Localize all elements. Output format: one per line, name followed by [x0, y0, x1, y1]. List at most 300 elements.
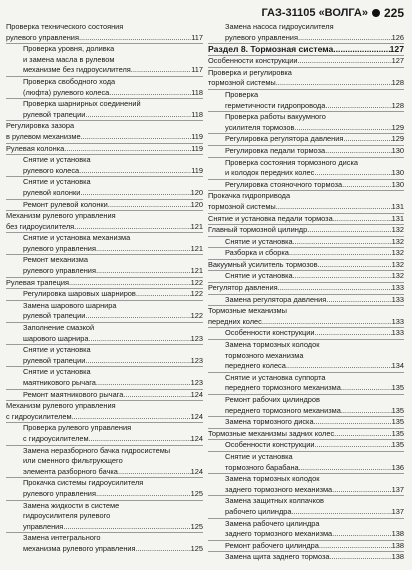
- toc-entry: [6, 378, 203, 389]
- toc-entry-text: Заполнение смазкой: [23, 323, 95, 333]
- toc-page-number: 136: [391, 462, 404, 472]
- toc-entry-text: Замена жидкости в системе: [23, 500, 120, 510]
- toc-entry: [6, 501, 203, 512]
- toc-page-number: 132: [391, 271, 404, 281]
- toc-entry: [208, 373, 404, 384]
- toc-page-number: 128: [391, 78, 404, 88]
- dot-leader: [96, 266, 191, 277]
- toc-entry-text: рулевого управления: [23, 266, 96, 276]
- toc-page-number: 133: [391, 328, 404, 338]
- toc-entry-text: Замена шарового шарнира: [23, 300, 117, 310]
- toc-entry: [208, 112, 404, 123]
- toc-entry: [208, 295, 404, 306]
- toc-page-number: 122: [190, 289, 203, 299]
- toc-entry-text: Прокачка гидропривода: [208, 191, 291, 201]
- dot-leader: [333, 214, 392, 225]
- dot-leader: [326, 295, 391, 306]
- toc-entry: [6, 188, 203, 199]
- toc-entry-text: без гидроусилителя: [6, 221, 75, 231]
- toc-entry-text: Ремонт механизма: [23, 255, 88, 265]
- toc-page-number: 126: [391, 32, 404, 42]
- toc-entry-text: Регулировка шаровых шарниров: [23, 289, 136, 299]
- toc-entry: [208, 317, 404, 328]
- book-title: ГАЗ-31105 «ВОЛГА»: [261, 6, 368, 19]
- toc-entry: [6, 511, 203, 522]
- toc-entry-text: Регулятор давления: [208, 283, 278, 293]
- dot-leader: [72, 412, 191, 423]
- toc-entry-text: или сменного фильтрующего: [23, 456, 123, 466]
- dot-leader: [96, 378, 191, 389]
- dot-leader: [341, 406, 392, 417]
- toc-page-number: 138: [391, 540, 404, 550]
- toc-entry-text: маятникового рычага: [23, 378, 96, 387]
- dot-leader: [341, 383, 392, 394]
- toc-page-number: 121: [190, 243, 203, 253]
- toc-entry: [6, 166, 203, 177]
- dot-leader: [108, 200, 191, 211]
- dot-leader: [123, 390, 190, 401]
- toc-entry-text: рулевого управления: [225, 32, 298, 42]
- toc-entry: [208, 361, 404, 372]
- toc-entry-text: Проверка уровня, доливка: [23, 44, 115, 54]
- toc-entry-text: (люфта) рулевого колеса: [23, 87, 110, 97]
- toc-entry-text: Механизм рулевого управления: [6, 401, 116, 411]
- toc-page-number: 119: [191, 131, 203, 141]
- toc-entry-text: Проверка работы вакуумного: [225, 112, 326, 122]
- toc-entry: [208, 395, 404, 406]
- toc-page-number: 133: [391, 294, 404, 304]
- toc-entry-text: Рулевая трапеция: [6, 277, 69, 287]
- toc-entry: [208, 260, 404, 271]
- toc-entry-text: механизма рулевого управления: [23, 543, 136, 553]
- toc-entry: [208, 406, 404, 417]
- toc-page-number: 132: [391, 236, 404, 246]
- dot-leader: [314, 328, 391, 339]
- toc-entry: [208, 351, 404, 362]
- toc-entry-text: Замена защитных колпачков: [225, 496, 324, 506]
- dot-leader: [64, 144, 191, 155]
- toc-entry: [208, 101, 404, 112]
- toc-entry: [208, 123, 404, 134]
- dot-leader: [80, 188, 190, 199]
- toc-entry-text: Снятие и установка: [23, 345, 91, 355]
- dot-leader: [118, 467, 191, 478]
- toc-entry-text: Особенности конструкции: [225, 440, 315, 450]
- toc-entry-text: тормозного механизма: [225, 350, 304, 360]
- dot-leader: [332, 485, 392, 496]
- dot-leader: [318, 260, 392, 271]
- toc-entry: [208, 146, 404, 157]
- toc-entry-text: шарового шарнира: [23, 333, 89, 343]
- toc-page-number: 129: [391, 122, 404, 132]
- toc-entry-text: Проверка состояния тормозного диска: [225, 157, 358, 167]
- toc-entry: [208, 328, 404, 339]
- toc-entry-text: Замена тормозных колодок: [225, 340, 320, 350]
- toc-page-number: 120: [190, 187, 203, 197]
- toc-entry: [208, 214, 404, 225]
- toc-entry-text: Замена тормозных колодок: [225, 474, 320, 484]
- dot-leader: [297, 56, 391, 67]
- toc-entry: [6, 44, 203, 55]
- dot-leader: [299, 463, 392, 474]
- toc-page-number: 135: [391, 428, 404, 438]
- toc-entry: [6, 132, 203, 143]
- toc-page-number: 133: [391, 316, 404, 326]
- toc-entry-text: Особенности конструкции: [225, 328, 315, 338]
- toc-entry: [208, 237, 404, 248]
- toc-entry: [208, 485, 404, 496]
- toc-entry-text: Прокачка системы гидроусилителя: [23, 478, 144, 488]
- toc-entry: [6, 423, 203, 434]
- toc-entry: [6, 255, 203, 266]
- toc-page-number: 125: [190, 521, 203, 531]
- toc-entry-text: Ремонт рабочих цилиндров: [225, 395, 320, 404]
- toc-entry: [6, 266, 203, 277]
- toc-page-number: 132: [391, 259, 404, 269]
- toc-entry: [208, 283, 404, 294]
- toc-entry: [6, 334, 203, 345]
- toc-entry-text: гидроусилителя рулевого: [23, 511, 111, 521]
- dot-leader: [63, 522, 190, 533]
- toc-entry-text: рулевой трапеции: [23, 109, 86, 119]
- toc-page-number: 135: [391, 405, 404, 415]
- toc-entry-text: тормозной системы: [208, 201, 276, 211]
- toc-entry-text: Регулировка регулятора давления: [225, 134, 344, 144]
- dot-leader: [136, 289, 191, 300]
- toc-entry-text: рулевого управления: [6, 32, 79, 42]
- dot-leader: [343, 134, 391, 145]
- dot-leader: [74, 222, 190, 233]
- toc-entry: [208, 271, 404, 282]
- toc-entry: [208, 340, 404, 351]
- toc-page-number: 127: [389, 44, 404, 55]
- toc-entry: [208, 158, 404, 169]
- dot-leader: [79, 33, 191, 44]
- toc-entry-text: Механизм рулевого управления: [6, 211, 116, 221]
- dot-leader: [89, 334, 191, 345]
- toc-entry: [6, 244, 203, 255]
- dot-leader: [330, 552, 392, 563]
- dot-leader: [81, 132, 192, 143]
- toc-entry-text: Замена щита заднего тормоза: [225, 552, 330, 562]
- page-number: 225: [383, 5, 404, 20]
- dot-leader: [79, 166, 191, 177]
- toc-entry: [6, 144, 203, 155]
- toc-page-number: 127: [391, 56, 404, 66]
- toc-entry-text: рабочего цилиндра: [225, 506, 292, 516]
- toc-entry-text: элемента разборного бачка: [23, 466, 118, 476]
- toc-page-number: 131: [391, 213, 404, 223]
- toc-entry: [6, 401, 203, 412]
- toc-left-column: [6, 22, 203, 555]
- toc-entry-text: Ремонт рабочего цилиндра: [225, 540, 319, 550]
- toc-entry: [208, 22, 404, 33]
- dot-leader: [109, 88, 191, 99]
- toc-entry: [208, 225, 404, 236]
- toc-entry-text: Вакуумный усилитель тормозов: [208, 259, 318, 269]
- toc-page-number: 138: [391, 529, 404, 539]
- toc-entry-text: Тормозные механизмы: [208, 306, 287, 316]
- toc-entry: [6, 233, 203, 244]
- toc-entry-text: с гидроусилителем: [6, 411, 72, 421]
- dot-leader: [334, 429, 391, 440]
- toc-entry: [208, 56, 404, 67]
- dot-leader: [291, 507, 391, 518]
- toc-entry: [208, 496, 404, 507]
- toc-entry: [208, 168, 404, 179]
- toc-entry: [6, 177, 203, 188]
- toc-entry: [6, 278, 203, 289]
- toc-entry: [6, 200, 203, 211]
- toc-entry-text: рулевой трапеции: [23, 311, 86, 321]
- toc-entry-text: Регулировка зазора: [6, 121, 75, 131]
- toc-entry: [6, 99, 203, 110]
- toc-entry-text: Снятие и установка механизма: [23, 233, 131, 243]
- dot-leader: [131, 65, 191, 76]
- toc-entry-text: Снятие и установка: [225, 236, 293, 246]
- dot-leader: [69, 278, 191, 289]
- toc-entry: [6, 77, 203, 88]
- toc-page-number: 123: [190, 355, 203, 365]
- toc-entry-text: Проверка шарнирных соединений: [23, 99, 141, 109]
- dot-leader: [262, 317, 392, 328]
- toc-entry-text: и замена масла в рулевом: [23, 54, 115, 64]
- toc-entry-text: рулевой колонки: [23, 187, 81, 197]
- toc-entry-text: заднего тормозного механизма: [225, 484, 333, 494]
- toc-entry-text: Регулировка стояночного тормоза: [225, 179, 343, 189]
- dot-leader: [293, 237, 392, 248]
- toc-entry-text: Тормозные механизмы задних колес: [208, 428, 335, 438]
- toc-entry: [6, 446, 203, 457]
- toc-page-number: 125: [190, 543, 203, 553]
- toc-entry: [6, 110, 203, 121]
- toc-page-number: 130: [391, 179, 404, 189]
- toc-entry: [6, 289, 203, 300]
- toc-entry-text: рулевого управления: [23, 243, 96, 253]
- toc-entry: [208, 417, 404, 428]
- toc-entry-text: Рулевая колонка: [6, 143, 65, 153]
- toc-page-number: 124: [190, 411, 203, 421]
- toc-page-number: 121: [190, 266, 203, 276]
- toc-entry: [208, 429, 404, 440]
- toc-page-number: 138: [391, 552, 404, 562]
- toc-entry-text: Проверка рулевого управления: [23, 423, 132, 433]
- toc-entry-text: Снятие и установка суппорта: [225, 372, 326, 382]
- dot-leader: [314, 168, 391, 179]
- toc-entry: [6, 522, 203, 533]
- toc-entry: [208, 191, 404, 202]
- toc-entry-text: переднего тормозного механизма: [225, 405, 341, 415]
- dot-leader: [286, 361, 392, 372]
- toc-page-number: 129: [391, 134, 404, 144]
- toc-entry: [6, 489, 203, 500]
- toc-entry-text: Снятие и установка педали тормоза: [208, 213, 333, 223]
- toc-entry-text: Проверка свободного хода: [23, 76, 116, 86]
- dot-leader: [276, 78, 392, 89]
- toc-entry-text: герметичности гидропровода: [225, 100, 326, 110]
- dot-leader: [85, 110, 191, 121]
- toc-page-number: 122: [190, 277, 203, 287]
- running-header: [6, 4, 404, 21]
- toc-entry-text: Снятие и установка: [23, 155, 91, 165]
- toc-entry-text: рулевого управления: [23, 488, 96, 498]
- toc-page-number: 124: [190, 433, 203, 443]
- toc-entry: [208, 248, 404, 259]
- toc-page-number: 118: [191, 87, 203, 97]
- toc-entry: [6, 434, 203, 445]
- toc-entry-text: Снятие и установка: [225, 451, 293, 461]
- dot-leader: [293, 271, 392, 282]
- toc-entry: [208, 552, 404, 563]
- toc-entry-text: Проверка: [225, 89, 259, 99]
- dot-leader: [294, 123, 391, 134]
- toc-entry-text: и колодок передних колес: [225, 168, 315, 178]
- toc-entry-text: в рулевом механизме: [6, 131, 81, 141]
- dot-leader: [325, 101, 391, 112]
- toc-page-number: 123: [190, 333, 203, 343]
- dot-leader: [333, 44, 389, 55]
- dot-leader: [325, 146, 392, 157]
- toc-entry-text: Особенности конструкции: [208, 56, 298, 66]
- toc-entry: [208, 519, 404, 530]
- toc-page-number: 117: [191, 65, 203, 75]
- toc-entry: [208, 134, 404, 145]
- toc-entry: [6, 345, 203, 356]
- toc-entry: [6, 301, 203, 312]
- toc-entry: [208, 78, 404, 89]
- toc-entry: [208, 202, 404, 213]
- toc-section: [208, 44, 404, 55]
- dot-leader: [289, 248, 392, 259]
- toc-page-number: 132: [391, 225, 404, 235]
- toc-page-number: 120: [190, 199, 203, 209]
- toc-entry: [208, 33, 404, 44]
- toc-page-number: 130: [391, 168, 404, 178]
- toc-entry-text: тормозного барабана: [225, 462, 299, 472]
- toc-entry-text: Замена неразборного бачка гидросистемы: [23, 445, 171, 455]
- toc-entry: [208, 180, 404, 191]
- toc-page-number: 117: [191, 32, 203, 42]
- toc-entry-text: тормозной системы: [208, 78, 276, 88]
- toc-entry: [6, 544, 203, 555]
- toc-entry: [208, 306, 404, 317]
- toc-page-number: 132: [391, 248, 404, 258]
- toc-entry-text: Ремонт рулевой колонки: [23, 199, 108, 209]
- toc-entry-text: рулевой трапеции: [23, 355, 86, 365]
- dot-leader: [332, 529, 392, 540]
- toc-entry-text: Замена регулятора давления: [225, 294, 327, 304]
- toc-entry-text: Ремонт маятникового рычага: [23, 389, 124, 399]
- toc-entry: [6, 155, 203, 166]
- toc-entry-text: усилителя тормозов: [225, 122, 295, 132]
- toc-entry: [208, 90, 404, 101]
- toc-entry: [208, 507, 404, 518]
- toc-entry: [6, 390, 203, 401]
- dot-leader: [85, 356, 190, 367]
- toc-entry: [6, 412, 203, 423]
- dot-leader: [89, 434, 191, 445]
- dot-leader: [85, 311, 190, 322]
- toc-entry: [208, 529, 404, 540]
- toc-entry: [6, 323, 203, 334]
- toc-right-column: [208, 22, 404, 563]
- toc-entry-text: Замена тормозного диска: [225, 417, 314, 427]
- toc-entry: [6, 467, 203, 478]
- toc-entry-text: передних колес: [208, 316, 262, 326]
- toc-entry: [6, 65, 203, 76]
- toc-entry-text: переднего колеса: [225, 361, 286, 371]
- toc-entry-text: Замена интегрального: [23, 533, 101, 543]
- toc-page-number: 135: [391, 440, 404, 450]
- toc-page-number: 122: [190, 311, 203, 321]
- toc-entry: [6, 211, 203, 222]
- toc-entry: [6, 33, 203, 44]
- toc-entry: [208, 440, 404, 451]
- dot-leader: [276, 202, 392, 213]
- toc-page-number: 130: [391, 145, 404, 155]
- toc-page-number: 124: [190, 466, 203, 476]
- toc-page-number: 131: [391, 201, 404, 211]
- toc-entry-text: Регулировка педали тормоза: [225, 145, 326, 155]
- toc-entry-text: управления: [23, 521, 64, 531]
- toc-entry: [6, 222, 203, 233]
- toc-entry-text: заднего тормозного механизма: [225, 529, 333, 539]
- dot-leader: [96, 489, 191, 500]
- toc-page-number: 133: [391, 283, 404, 293]
- toc-entry: [6, 478, 203, 489]
- dot-leader: [298, 33, 392, 44]
- toc-entry: [208, 463, 404, 474]
- toc-entry: [6, 55, 203, 66]
- dot-leader: [319, 541, 392, 552]
- toc-entry-text: Снятие и установка: [225, 271, 293, 281]
- toc-page-number: 124: [190, 389, 203, 399]
- dot-leader: [136, 544, 191, 555]
- dot-leader: [307, 225, 391, 236]
- toc-entry-text: Проверка технического состояния: [6, 22, 124, 31]
- toc-entry: [6, 533, 203, 544]
- toc-page-number: 135: [391, 417, 404, 427]
- toc-entry: [6, 121, 203, 132]
- dot-leader: [314, 417, 392, 428]
- dot-leader: [278, 283, 392, 294]
- toc-entry-text: с гидроусилителем: [23, 433, 89, 443]
- toc-entry-text: Замена рабочего цилиндра: [225, 518, 320, 528]
- toc-entry: [208, 68, 404, 79]
- toc-entry: [208, 474, 404, 485]
- toc-entry-text: Проверка и регулировка: [208, 67, 292, 77]
- dot-leader: [96, 244, 191, 255]
- toc-page-number: 119: [191, 143, 203, 153]
- toc-page-number: 123: [190, 378, 203, 387]
- toc-entry: [6, 22, 203, 33]
- toc-page-number: 137: [391, 506, 404, 516]
- toc-entry-text: Главный тормозной цилиндр: [208, 225, 308, 235]
- toc-entry: [6, 456, 203, 467]
- toc-entry: [6, 88, 203, 99]
- toc-page-number: 119: [191, 165, 203, 175]
- toc-entry-text: Снятие и установка: [23, 177, 91, 187]
- toc-page-number: 137: [391, 484, 404, 494]
- toc-entry-text: переднего тормозного механизма: [225, 383, 341, 393]
- toc-page-number: 134: [391, 361, 404, 371]
- dot-leader: [342, 180, 392, 191]
- toc-entry: [6, 367, 203, 378]
- toc-entry-text: Замена насоса гидроусилителя: [225, 22, 334, 31]
- dot-leader: [314, 440, 391, 451]
- bullet-icon: [372, 9, 380, 17]
- toc-page-number: 125: [190, 488, 203, 498]
